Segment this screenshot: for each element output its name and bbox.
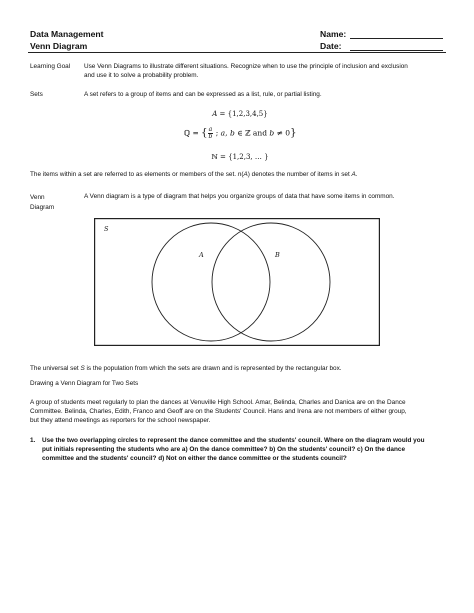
scenario-line: Committee. Belinda, Charles, Edith, Franco and Geoff are on the Students' Council. Hans and Irena are not members of either group, xyxy=(30,408,407,415)
date-field[interactable] xyxy=(350,50,443,51)
name-field[interactable] xyxy=(350,38,443,39)
course-title: Data Management xyxy=(30,29,104,39)
question-line: Use the two overlapping circles to represent the dance committee and the students' council. Where on the diagram would you xyxy=(42,437,425,444)
universal-set-box xyxy=(95,219,380,346)
question-text xyxy=(42,436,454,463)
topic-title: Venn Diagram xyxy=(30,41,88,51)
equation-naturals: ℕ = {1,2,3, … } xyxy=(211,153,269,161)
universal-set-note: The universal set S is the population from which the sets are drawn and is represented by the rectangular box. xyxy=(30,365,342,372)
learning-goal-label: Learning Goal xyxy=(30,63,71,70)
question-line: committee and the students' council? d) Not on either the dance committee or the students council? xyxy=(42,455,347,462)
sets-label: Sets xyxy=(30,91,43,98)
equation-set-a: A = {1,2,3,4,5} xyxy=(212,110,268,118)
header-divider xyxy=(28,52,446,53)
elements-note: The items within a set are referred to as elements or members of the set. n(A) denotes the number of items in set A. xyxy=(30,171,358,178)
scenario-paragraph xyxy=(30,398,450,425)
scenario-line: A group of students meet regularly to plan the dances at Venuville High School. Amar, Belinda, Charles and Danica are on the Dance xyxy=(30,399,406,406)
universal-set-label: S xyxy=(104,225,109,233)
learning-goal-line: and use it to solve a probability problem. xyxy=(84,72,199,79)
venn-label-line: Venn xyxy=(30,194,45,201)
question-line: put initials representing the students who are a) On the dance committee? b) On the students' council? c) On the dance xyxy=(42,446,405,453)
scenario-line: but they attend meetings as reporters for the school newspaper. xyxy=(30,417,211,424)
equation-rationals: ℚ = {a b ; a, b ∈ ℤ and b ≠ 0} xyxy=(183,126,297,140)
venn-definition: A Venn diagram is a type of diagram that helps you organize groups of data that have some items in common. xyxy=(84,193,395,200)
venn-label xyxy=(30,193,54,213)
name-label: Name: xyxy=(320,29,347,39)
sets-definition: A set refers to a group of items and can be expressed as a list, rule, or partial listing. xyxy=(84,91,322,98)
set-b-circle xyxy=(212,223,330,341)
venn-diagram xyxy=(94,218,380,346)
set-a-circle xyxy=(152,223,270,341)
learning-goal-line: Use Venn Diagrams to illustrate different situations. Recognize when to use the principle of inclusion and exclusion xyxy=(84,63,408,70)
set-a-label: A xyxy=(199,251,204,259)
learning-goal-text xyxy=(84,62,454,80)
date-label: Date: xyxy=(320,41,342,51)
venn-label-line: Diagram xyxy=(30,204,55,211)
set-b-label: B xyxy=(275,251,280,259)
question-number: 1. xyxy=(30,437,36,444)
section-title: Drawing a Venn Diagram for Two Sets xyxy=(30,380,139,387)
